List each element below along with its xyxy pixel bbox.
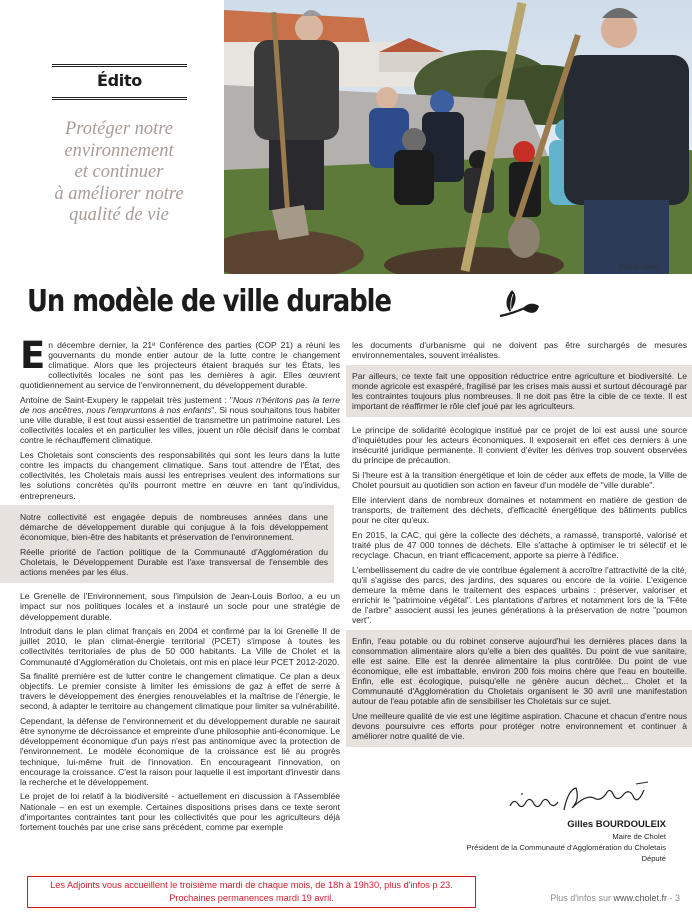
page-footer [550, 893, 680, 903]
article-right-column [352, 340, 687, 755]
paragraph: L'embellissement du cadre de vie contribue également à accroître l'attractivité de la cité, qu'il s'agisse des parcs, des jardins, des squares ou encore de la voirie. L'exigence demeure la même dans le traitement des espaces urbains : préserver, valoriser et enrichir le "patrimoine végétal". Les plantations d'arbres et notamment lors de la "Fête de l'arbre" associent aussi les jeunes générations à la préservation de notre "poumon vert". [352, 564, 687, 626]
footer-prefix: Plus d'infos sur [550, 893, 614, 903]
permanence-notice [27, 876, 476, 908]
drop-cap: E [20, 334, 46, 377]
tagline-line: qualité de vie [69, 205, 169, 225]
paragraph: Par ailleurs, ce texte fait une opposition réductrice entre agriculture et biodiversité. Le monde agricole est exaspéré, fragilisé par les crises mais aussi et surtout découragé par les contraintes toujours plus nombreuses. Il ne doit pas être la cible de ce texte. Il est important de réaffirmer le rôle clef joué par les agriculteurs. [352, 370, 687, 412]
edito-tagline [38, 119, 200, 227]
photo-caption: Fête de l'arbre [619, 263, 661, 271]
paragraph: les documents d'urbanisme qui ne doivent pas être surchargés de mesures environnementales, souvent irréalistes. [352, 340, 687, 361]
tree-planting-photo [224, 0, 692, 274]
author-name: Gilles BOURDOULEIX [567, 819, 666, 830]
paragraph: En 2015, la CAC, qui gère la collecte des déchets, a ramassé, transporté, valorisé et traité plus de 47 000 tonnes de déchets. Elle s'attache à optimiser le tri sélectif et le recyclage. Chacun, en triant efficacement, apporte sa pierre à l'édifice. [352, 529, 687, 560]
highlight-box [346, 365, 692, 417]
notice-line: Les Adjoints vous accueillent le troisième mardi de chaque mois, de 18h à 19h30, plus d'infos p 23. [50, 880, 453, 890]
article-left-column [20, 334, 340, 836]
paragraph: Le principe de solidarité écologique institué par ce projet de loi est aussi une source d'inquiétudes pour les acteurs économiques. Il exposerait en effet ces derniers à une insécurité juridique permanente. Il convient d'éviter les dérives trop souvent observées du principe de précaution. [352, 425, 687, 466]
author-title: Président de la Communauté d'Agglomération du Choletais [466, 843, 666, 852]
tagline-line: environnement [64, 140, 174, 161]
paragraph: Le Grenelle de l'Environnement, sous l'impulsion de Jean-Louis Borloo, a eu un impact sur nos politiques locales et a instauré un socle pour une stratégie de développement durable. [20, 591, 340, 622]
handwritten-signature [506, 780, 656, 814]
paragraph: Les Choletais sont conscients des responsabilités qui sont les leurs dans la lutte contre les impacts du changement climatique. Sans tout attendre de l'État, des collectivités, les Choletais mais aussi les entreprises veulent des informations sur les solutions concrètes qu'ils pourront mettre en œuvre en tant qu'individus, entrepreneurs. [20, 450, 340, 501]
highlight-box [346, 630, 692, 748]
author-title: Maire de Cholet [612, 832, 666, 841]
text: Antoine de Saint-Exupery le rappelait très justement : " [20, 395, 233, 406]
page-number: - 3 [666, 893, 680, 903]
paragraph: Le projet de loi relatif à la biodiversité - actuellement en discussion à l'Assemblée Nationale – en est un exemple. Certaines dispositions prises dans ce texte seront d'importantes contraintes tant pour les collectivités que pour les agriculteurs déjà fortement touchés par une crise sans précédent, comme par exemple [20, 791, 340, 832]
paragraph: Réelle priorité de l'action politique de la Communauté d'Agglomération du Choletais, le Développement Durable est l'axe transversal de l'ensemble des actions menées par les élus. [20, 547, 328, 578]
paragraph: Enfin, l'eau potable ou du robinet conserve aujourd'hui les dernières places dans la consommation alimentaire alors qu'elle a bien des qualités. Du point de vue sanitaire, elle est saine. Elle est la denrée alimentaire la plus contrôlée. Du point de vue économique, elle est imbattable, environ 200 fois moins chère que l'eau en bouteille. Enfin, elle est écologique, puisqu'elle ne génère aucun déchet... Cholet et la Communauté d'Agglomération du Choletais organisent le 30 avril une manifestation autour de l'eau potable afin de sensibiliser les Choletais sur ce sujet. [352, 635, 687, 707]
leaf-icon [498, 286, 540, 320]
paragraph: Elle intervient dans de nombreux domaines et notamment en matière de gestion de transports, de traitement des déchets, d'efficacité énergétique des bâtiments publics pour ne citer qu'eux. [352, 494, 687, 526]
paragraph: Si l'heure est à la transition énergétique et loin de céder aux effets de mode, la Ville de Cholet poursuit au quotidien son action en faveur d'un modèle de "ville durable". [352, 470, 687, 491]
paragraph: Notre collectivité est engagée depuis de nombreuses années dans une démarche de développement durable qui conjugue à la fois développement économique, bien-être des habitants et préservation de l'environnement. [20, 512, 328, 543]
quote: Nous n'héritons pas la terre de nos ancêtres, nous l'empruntons à nos enfants [20, 395, 340, 416]
text: ". Si nous souhaitons tous habiter une ville durable, il est tout aussi essentiel de transmettre un patrimoine naturel. Les collectivités locales et en particulier les villes, jouent un rôle décisif dans le combat contre le réchauffement climatique. [20, 405, 340, 446]
paragraph: Sa finalité première est de lutter contre le changement climatique. Ce plan a deux objectifs. Le premier consiste à limiter les émissions de gaz à effet de serre à travers le développement des énergies renouvelables et la maîtrise de l'énergie, le second, à adapter le territoire au changement climatique pour limiter sa vulnérabilité. [20, 671, 340, 712]
website-link[interactable]: www.cholet.fr [613, 893, 667, 903]
tagline-line: Protéger notre [64, 119, 174, 139]
notice-line: Prochaines permanences mardi 19 avril. [169, 893, 334, 903]
paragraph: Introduit dans le plan climat français en 2004 et confirmé par la loi Grenelle II de juillet 2010, le plan climat-énergie territorial (PCET) s'impose à toutes les collectivités territoriales de plus de 50 000 habitants. La Ville de Cholet et la Communauté d'Agglomération du Choletais, ont mis en place leur PCET 2012-2020. [20, 626, 340, 667]
paragraph: Cependant, la défense de l'environnement et du développement durable ne saurait être synonyme de décroissance et empreinte d'une philosophie anti-économique. Le développement économique d'un pays n'est pas antinomique avec la protection de l'environnement. Le modèle économique de la croissance est lié au progrès technique, lui-même fruit de l'innovation. En encourageant l'innovation, on encourage la croissance. C'est la raison pour laquelle il est important d'investir dans la recherche et le développement. [20, 716, 340, 787]
intro-text: n décembre dernier, la 21ᵉ Conférence des parties (COP 21) a réuni les gouvernants du monde entier autour de la lutte contre le changement climatique. Alors que les projecteurs étaient braqués sur les États, les collectivités locales ne sont pas les dernières à agir. Elles œuvrent quotidiennement au service de l'environnement, du développement durable. [20, 340, 340, 391]
paragraph [20, 395, 340, 445]
edito-label-box [52, 64, 187, 100]
article-title: Un modèle de ville durable [27, 284, 391, 319]
tagline-line: et continuer [74, 162, 164, 182]
edito-label: Édito [96, 71, 142, 90]
intro-paragraph [20, 334, 340, 391]
tagline-line: à améliorer notre [54, 183, 184, 204]
paragraph: Une meilleure qualité de vie est une légitime aspiration. Chacune et chacun d'entre nous devons poursuivre ces efforts pour protéger notre environnement et continuer à améliorer notre qualité de vie. [352, 711, 687, 742]
highlight-box [0, 505, 334, 583]
author-title: Député [641, 854, 666, 863]
